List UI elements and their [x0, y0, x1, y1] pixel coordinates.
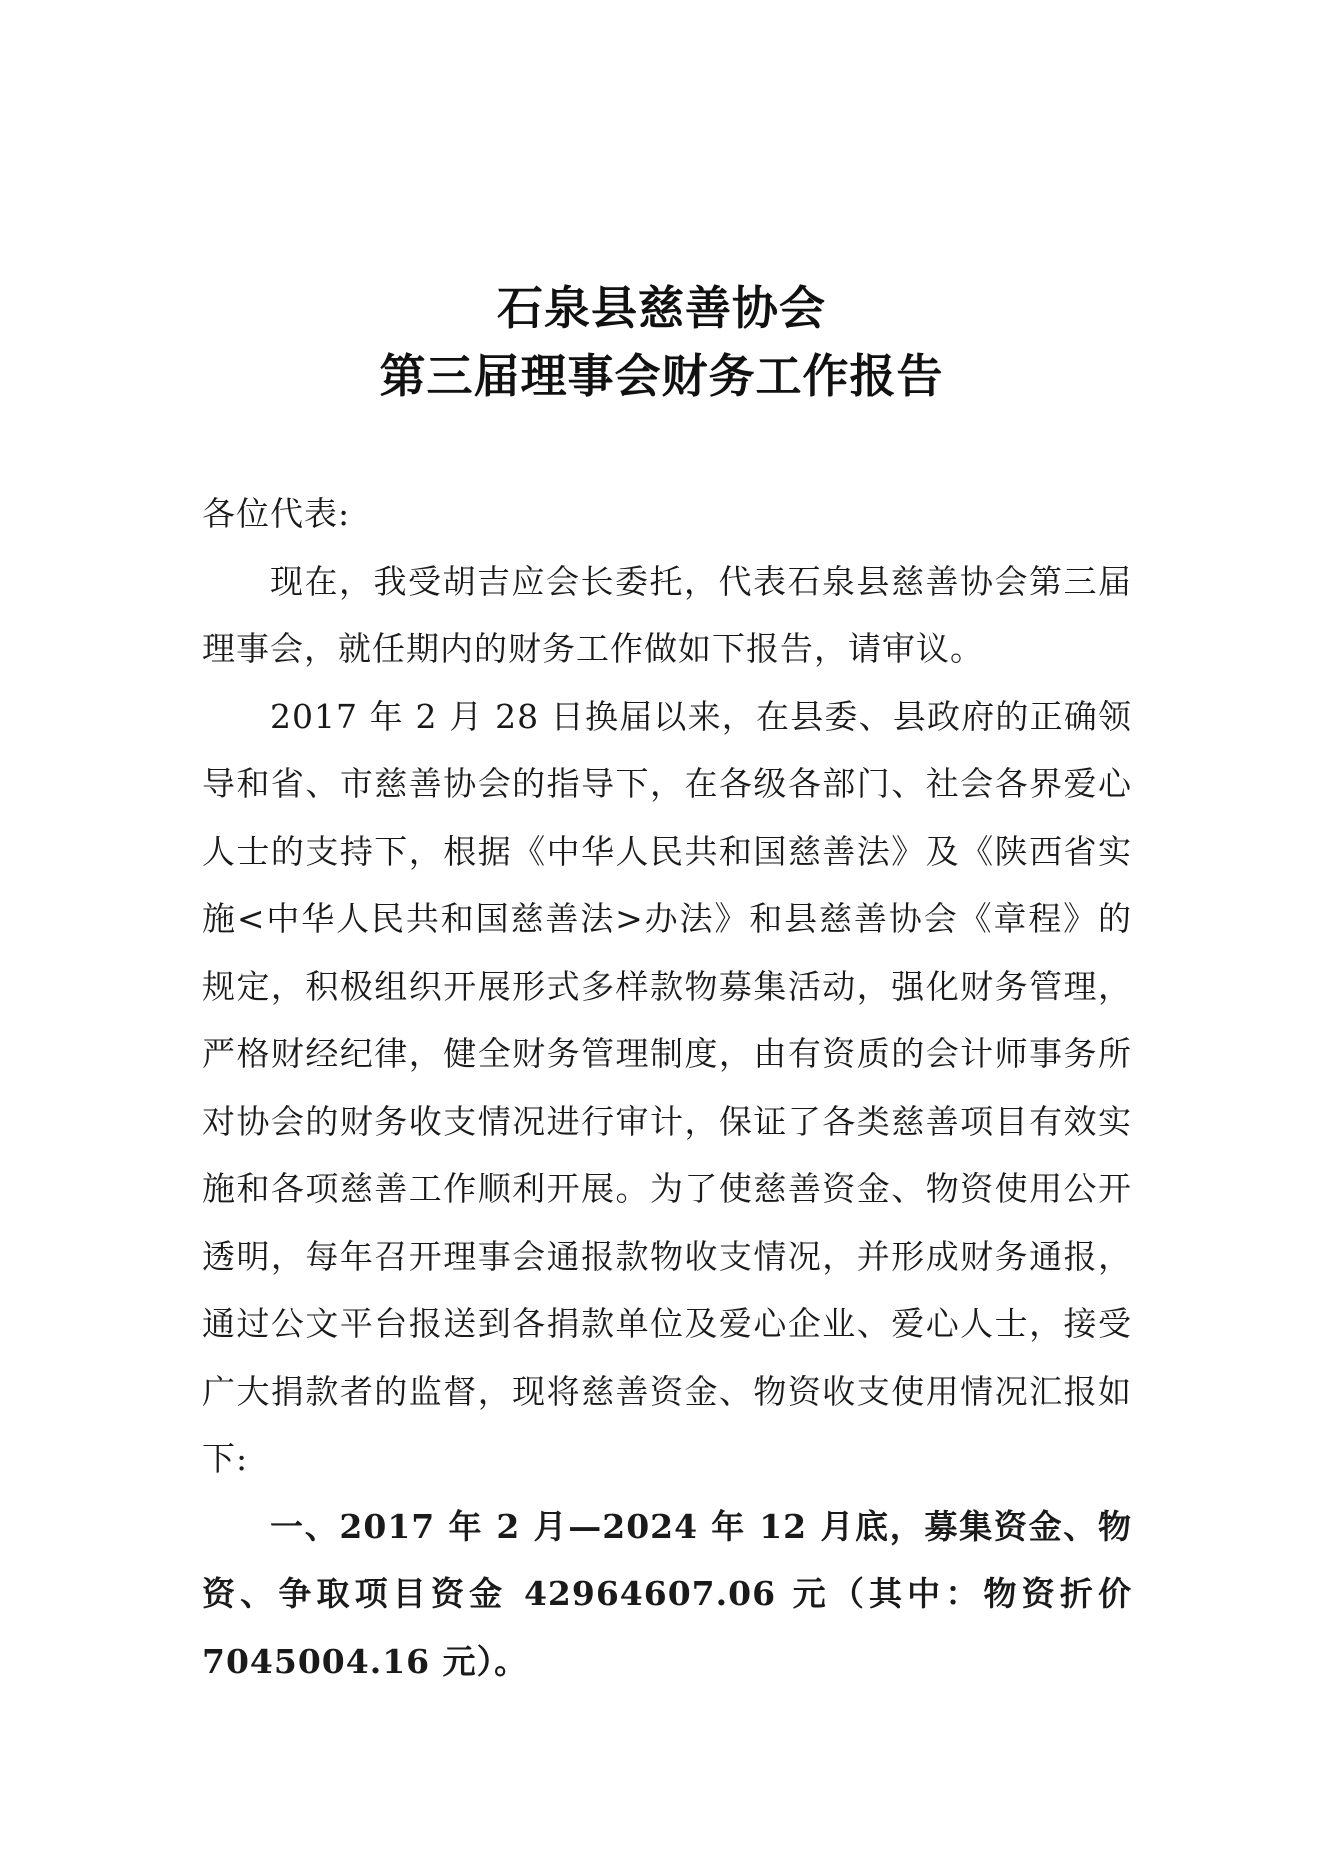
document-title-line2: 第三届理事会财务工作报告 — [379, 349, 944, 403]
paragraph-intro: 现在，我受胡吉应会长委托，代表石泉县慈善协会第三届理事会，就任期内的财务工作做如下报告，请审议。 — [202, 561, 1132, 668]
paragraph-section-one: 一、2017 年 2 月—2024 年 12 月底，募集资金、物资、争取项目资金 42964607.06 元（其中：物资折价 7045004.16 元）。 — [202, 1506, 1132, 1681]
salutation: 各位代表: — [202, 494, 351, 533]
paragraph-overview: 2017 年 2 月 28 日换届以来，在县委、县政府的正确领导和省、市慈善协会的指导下，在各级各部门、社会各界爱心人士的支持下，根据《中华人民共和国慈善法》及《陕西省实施<中华人民共和国慈善法>办法》和县慈善协会《章程》的规定，积极组织开展形式多样款物募集活动，强化财务管理，严格财经纪律，健全财务管理制度，由有资质的会计师事务所对协会的财务收支情况进行审计，保证了各类慈善项目有效实施和各项慈善工作顺利开展。为了使慈善资金、物资使用公开透明，每年召开理事会通报款物收支情况，并形成财务通报，通过公文平台报送到各捐款单位及爱心企业、爱心人士，接受广大捐款者的监督，现将慈善资金、物资收支使用情况汇报如下: — [202, 696, 1132, 1478]
document-title-line1: 石泉县慈善协会 — [497, 281, 826, 335]
document-body — [202, 480, 1132, 1695]
